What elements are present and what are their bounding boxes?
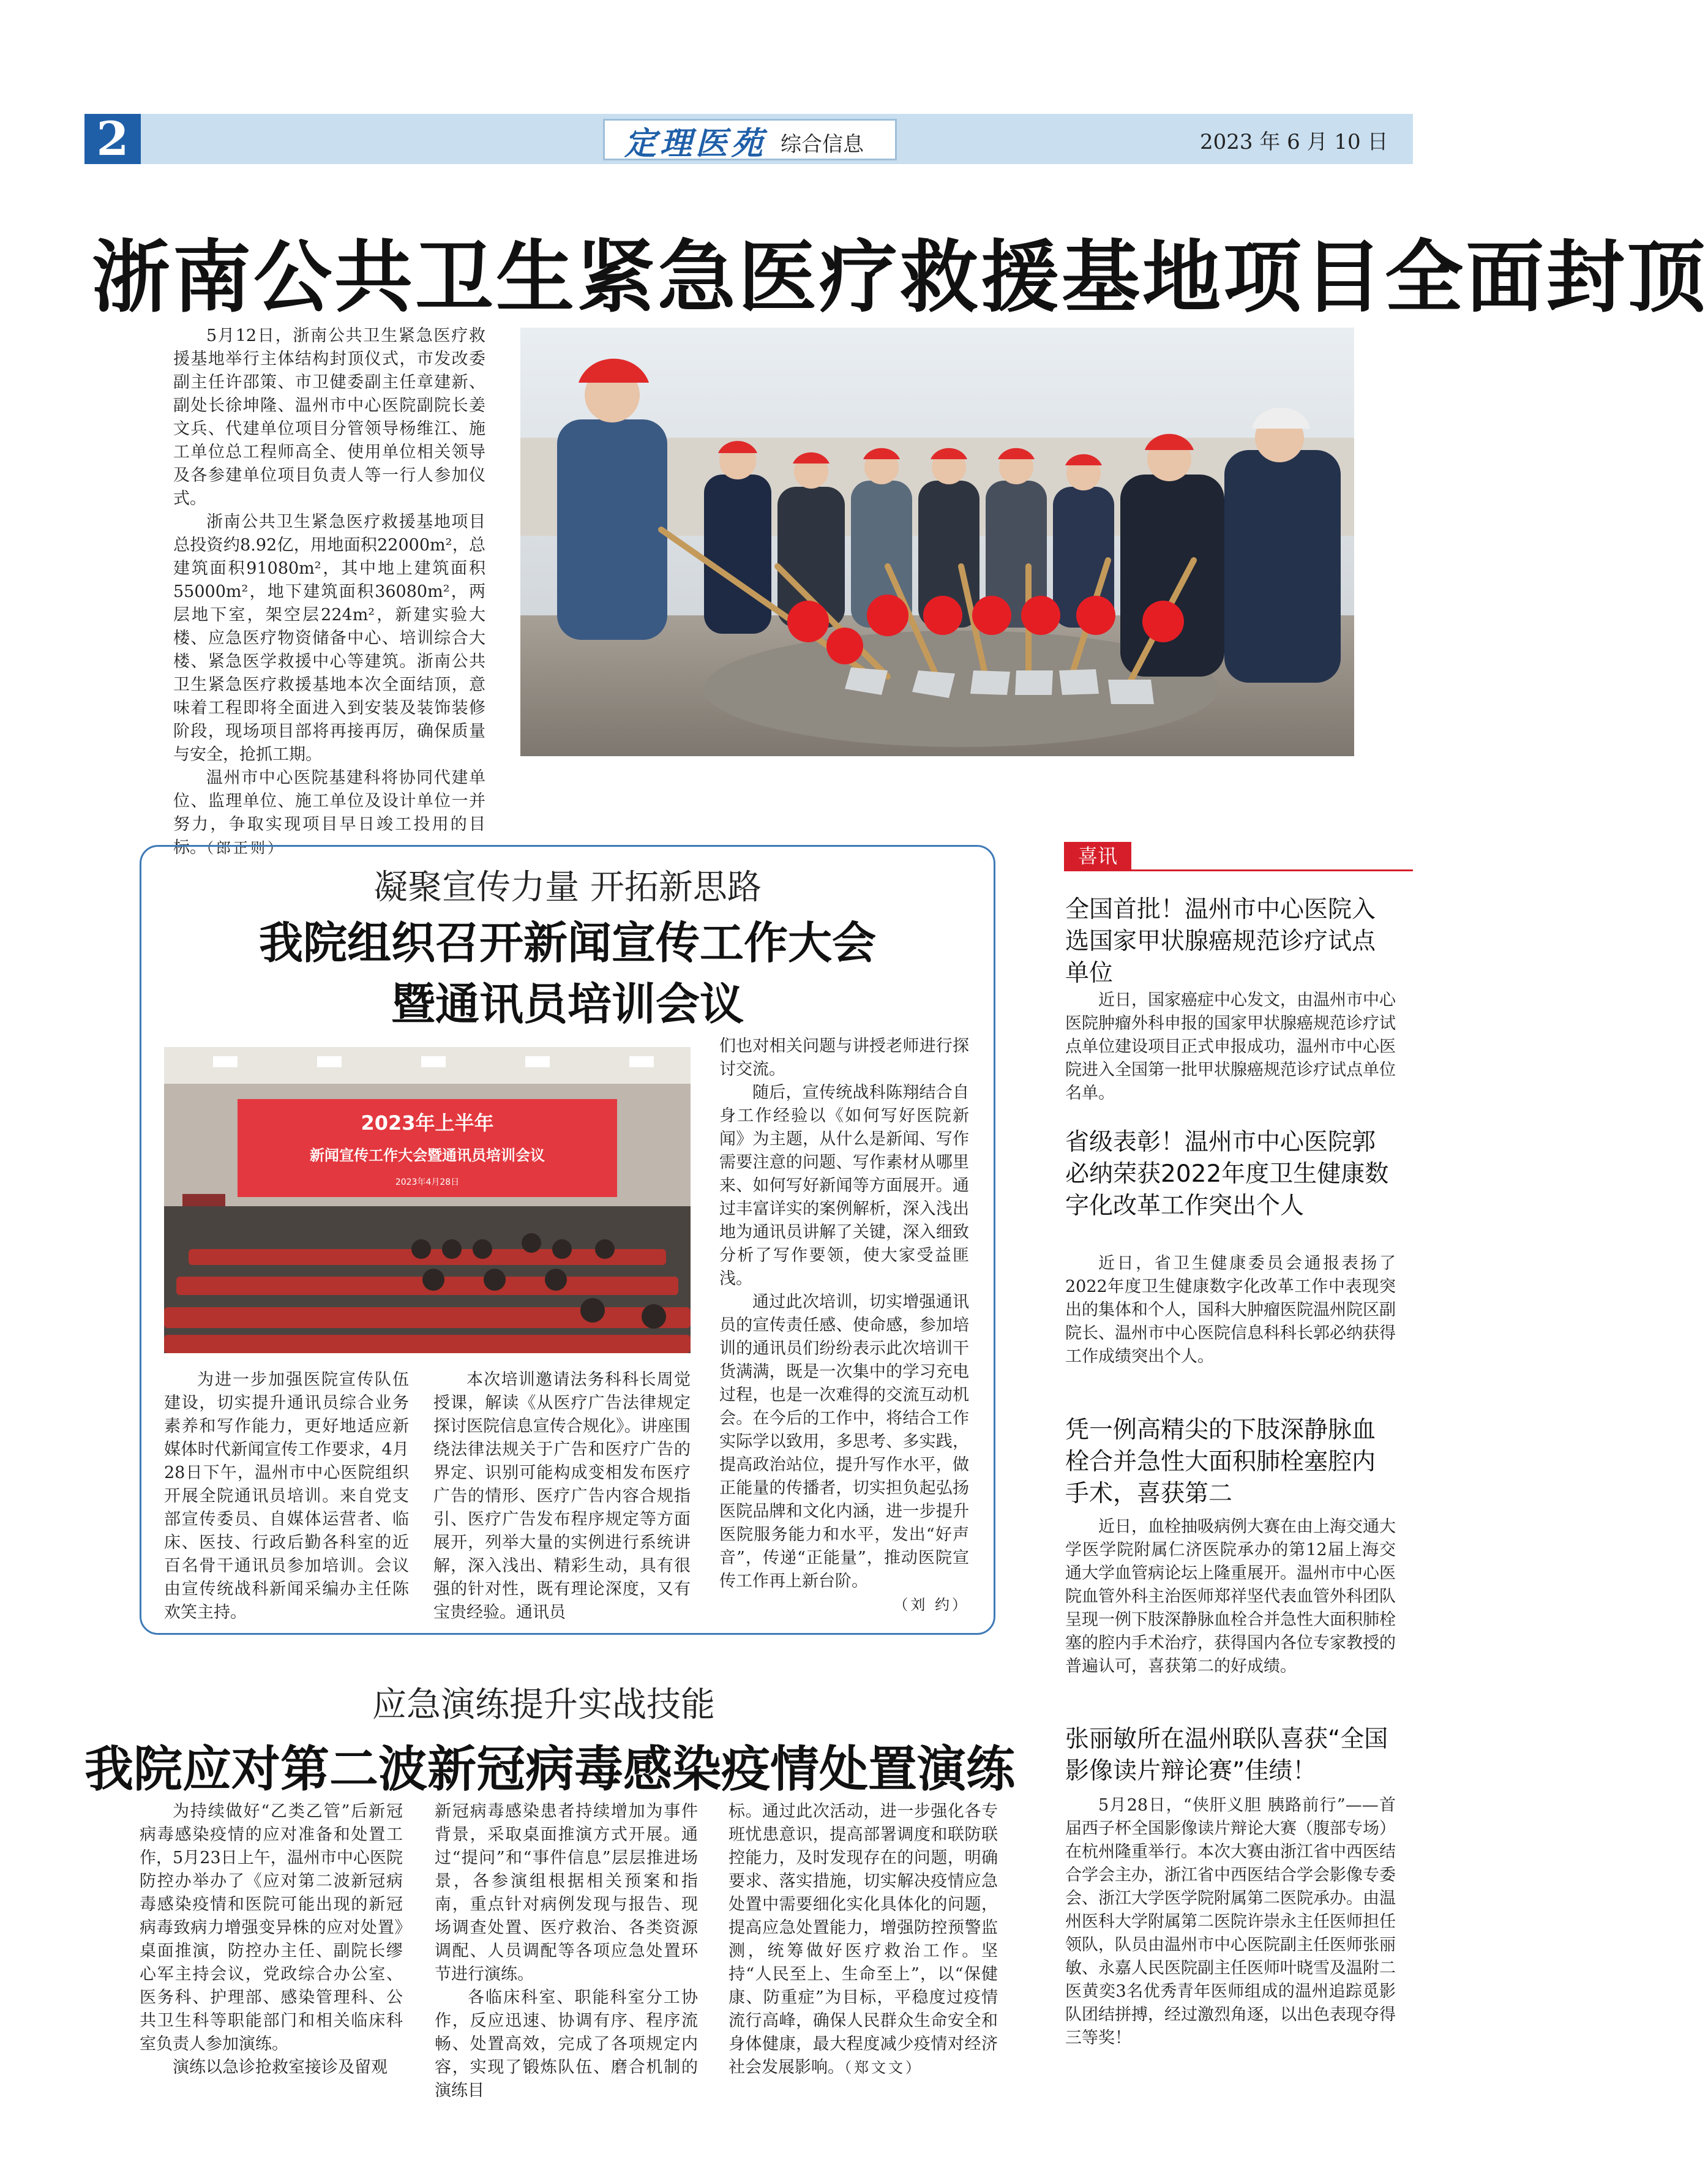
- lead-paragraph-1: 5月12日，浙南公共卫生紧急医疗救援基地举行主体结构封顶仪式，市发改委副主任许邵策、市卫健委副主任章建新、副处长徐坤隆、温州市中心医院副院长姜文兵、代建单位项目分管领导杨维江、施工单位总工程师高全、使用单位相关领导及各参建单位项目负责人等一行人参加仪式。: [173, 326, 485, 508]
- brand-logo: 定理医苑: [624, 125, 767, 162]
- training-title: [140, 912, 995, 1035]
- tag-divider: [1064, 869, 1413, 871]
- lead-photo: [520, 328, 1354, 756]
- lead-paragraph-2: 浙南公共卫生紧急医疗救援基地项目总投资约8.92亿，用地面积22000m²，总建筑面积91080m²，其中地上建筑面积55000m²，地下建筑面积36080m²，两层地下室，架空层224m²，新建实验大楼、应急医疗物资储备中心、培训综合大楼、紧急医学救援中心等建筑。浙南公共卫生紧急医疗救援基地本次全面结顶，意味着工程即将全面进入到安装及装饰装修阶段，现场项目部将再接再厉，确保质量与安全，抢抓工期。: [173, 512, 485, 764]
- conference-photo: [164, 1047, 691, 1353]
- lead-paragraph-3: 温州市中心医院基建科将协同代建单位、监理单位、施工单位及设计单位一并努力，争取实现项目早日竣工投用的目标。（郎正则）: [173, 768, 485, 857]
- page-number: 2: [84, 114, 141, 164]
- drill-author: （郑文文）: [844, 2059, 923, 2076]
- lead-headline: 浙南公共卫生紧急医疗救援基地项目全面封顶: [92, 232, 1708, 323]
- training-title-line2: 暨通讯员培训会议: [391, 978, 744, 1030]
- training-col-3: 们也对相关问题与讲授老师进行探讨交流。 随后，宣传统战科陈翔结合自身工作经验以《如何写好医院新闻》为主题，从什么是新闻、写作需要注意的问题、写作素材从哪里来、如何写好新闻等方面展开。通过丰富详实的案例解析，深入浅出地为通讯员讲解了关键，深入细致分析了写作要领，使大家受益匪浅。 通过此次培训，切实增强通讯员的宣传责任感、使命感，参加培训的通讯员们纷纷表示此次培训干货满满，既是一次集中的学习充电过程，也是一次难得的交流互动机会。在今后的工作中，将结合工作实际学以致用，多思考、多实践，提高政治站位，提升写作水平，做正能量的传播者，切实担负起弘扬医院品牌和文化内涵，进一步提升医院服务能力和水平，发出“好声音”，传递“正能量”，推动医院宣传工作再上新台阶。 （刘 约）: [719, 1035, 969, 1616]
- issue-date: 2023 年 6 月 10 日: [1200, 130, 1388, 154]
- ceremony-photo-illustration: [520, 328, 1354, 756]
- drill-col-2: 新冠病毒感染患者持续增加为事件背景，采取桌面推演方式开展。通过“提问”和“事件信息”层层推进场景，各参演组根据相关预案和指南，重点针对病例发现与报告、现场调查处置、医疗救治、各类资源调配、人员调配等各项应急处置环节进行演练。 各临床科室、职能科室分工协作，反应迅速、协调有序、程序流畅、处置高效，完成了各项规定内容，实现了锻炼队伍、磨合机制的演练目: [435, 1802, 698, 2100]
- news-item-3-title: 凭一例高精尖的下肢深静脉血栓合并急性大面积肺栓塞腔内手术，喜获第二: [1065, 1416, 1376, 1507]
- training-col-1: 为进一步加强医院宣传队伍建设，切实提升通讯员综合业务素养和写作能力，更好地适应新媒体时代新闻宣传工作要求，4月28日下午，温州市中心医院组织开展全院通讯员培训。来自党支部宣传委员、自媒体运营者、临床、医技、行政后勤各科室的近百名骨干通讯员参加培训。会议由宣传统战科新闻采编办主任陈欢笑主持。: [164, 1370, 409, 1622]
- news-item-4-title: 张丽敏所在温州联队喜获“全国影像读片辩论赛”佳绩！: [1065, 1725, 1388, 1785]
- drill-col-1: 为持续做好“乙类乙管”后新冠病毒感染疫情的应对准备和处置工作，5月23日上午，温州市中心医院防控办举办了《应对第二波新冠病毒感染疫情和医院可能出现的新冠病毒致病力增强变异株的应对处置》桌面推演，防控办主任、副院长缪心军主持会议，党政综合办公室、医务科、护理部、感染管理科、公共卫生科等职能部门和相关临床科室负责人参加演练。 演练以急诊抢救室接诊及留观: [140, 1802, 403, 2077]
- news-item-2-body: 近日，省卫生健康委员会通报表扬了2022年度卫生健康数字化改革工作中表现突出的集体和个人，国科大肿瘤医院温州院区副院长、温州市中心医院信息科科长郭必纳获得工作成绩突出个人。: [1065, 1254, 1396, 1366]
- news-item-1-title: 全国首批！温州市中心医院入选国家甲状腺癌规范诊疗试点单位: [1065, 896, 1376, 987]
- training-subtitle: 凝聚宣传力量 开拓新思路: [373, 868, 762, 907]
- drill-col-3: 标。通过此次活动，进一步强化各专班忧患意识，提高部署调度和联防联控能力，及时发现存在的问题，明确要求、落实措施，切实解决疫情应急处置中需要细化实化具体化的问题，提高应急处置能力，增强防控预警监测，统筹做好医疗救治工作。坚持“人民至上、生命至上”，以“保健康、防重症”为目标，平稳度过疫情流行高峰，确保人民群众生命安全和身体健康，最大程度减少疫情对经济社会发展影响。（郑文文）: [729, 1802, 998, 2077]
- news-item-4-body: 5月28日，“侠肝义胆 胰路前行”——首届西子杯全国影像读片辩论大赛（腹部专场）在杭州隆重举行。本次大赛由浙江省中西医结合学会主办，浙江省中西医结合学会影像专委会、浙江大学医学院附属第二医院承办。由温州医科大学附属第二医院许崇永主任医师担任领队，队员由温州市中心医院副主任医师张丽敏、永嘉人民医院副主任医师叶晓雪及温附二医黄奕3名优秀青年医师组成的温州追踪觅影队团结拼搏，经过激烈角逐，以出色表现夺得三等奖！: [1065, 1796, 1396, 2048]
- training-title-line1: 我院组织召开新闻宣传工作大会: [258, 917, 876, 969]
- lead-article-text: [173, 325, 485, 860]
- screen-date: 2023年4月28日: [395, 1177, 460, 1187]
- screen-title: 2023年上半年: [361, 1111, 494, 1135]
- drill-title: 我院应对第二波新冠病毒感染疫情处置演练: [84, 1741, 1015, 1798]
- training-author: （刘 约）: [893, 1596, 969, 1613]
- drill-subtitle: 应急演练提升实战技能: [372, 1685, 715, 1725]
- news-item-3-body: 近日，血栓抽吸病例大赛在由上海交通大学医学院附属仁济医院承办的第12届上海交通大学血管病论坛上隆重展开。温州市中心医院血管外科主治医师郑祥坚代表血管外科团队呈现一例下肢深静脉血栓合并急性大面积肺栓塞的腔内手术治疗，获得国内各位专家教授的普遍认可，喜获第二的好成绩。: [1065, 1517, 1396, 1676]
- section-name: 综合信息: [781, 132, 864, 157]
- news-item-1-body: 近日，国家癌症中心发文，由温州市中心医院肿瘤外科申报的国家甲状腺癌规范诊疗试点单位建设项目正式申报成功，温州市中心医院进入全国第一批甲状腺癌规范诊疗试点单位名单。: [1065, 991, 1396, 1103]
- news-item-2-title: 省级表彰！温州市中心医院郭必纳荣获2022年度卫生健康数字化改革工作突出个人: [1065, 1128, 1389, 1220]
- lead-author: （郎正则）: [206, 839, 285, 857]
- training-col-2: 本次培训邀请法务科科长周觉授课，解读《从医疗广告法律规定探讨医院信息宣传合规化》。讲座围绕法律法规关于广告和医疗广告的界定、识别可能构成变相发布医疗广告的情形、医疗广告内容合规指引、医疗广告发布程序规定等方面展开，列举大量的实例进行系统讲解，深入浅出、精彩生动，具有很强的针对性，既有理论深度，又有宝贵经验。通讯员: [433, 1370, 691, 1622]
- good-news-tag: 喜讯: [1064, 842, 1131, 870]
- conference-photo-illustration: [164, 1047, 691, 1353]
- screen-subtitle: 新闻宣传工作大会暨通讯员培训会议: [310, 1147, 545, 1164]
